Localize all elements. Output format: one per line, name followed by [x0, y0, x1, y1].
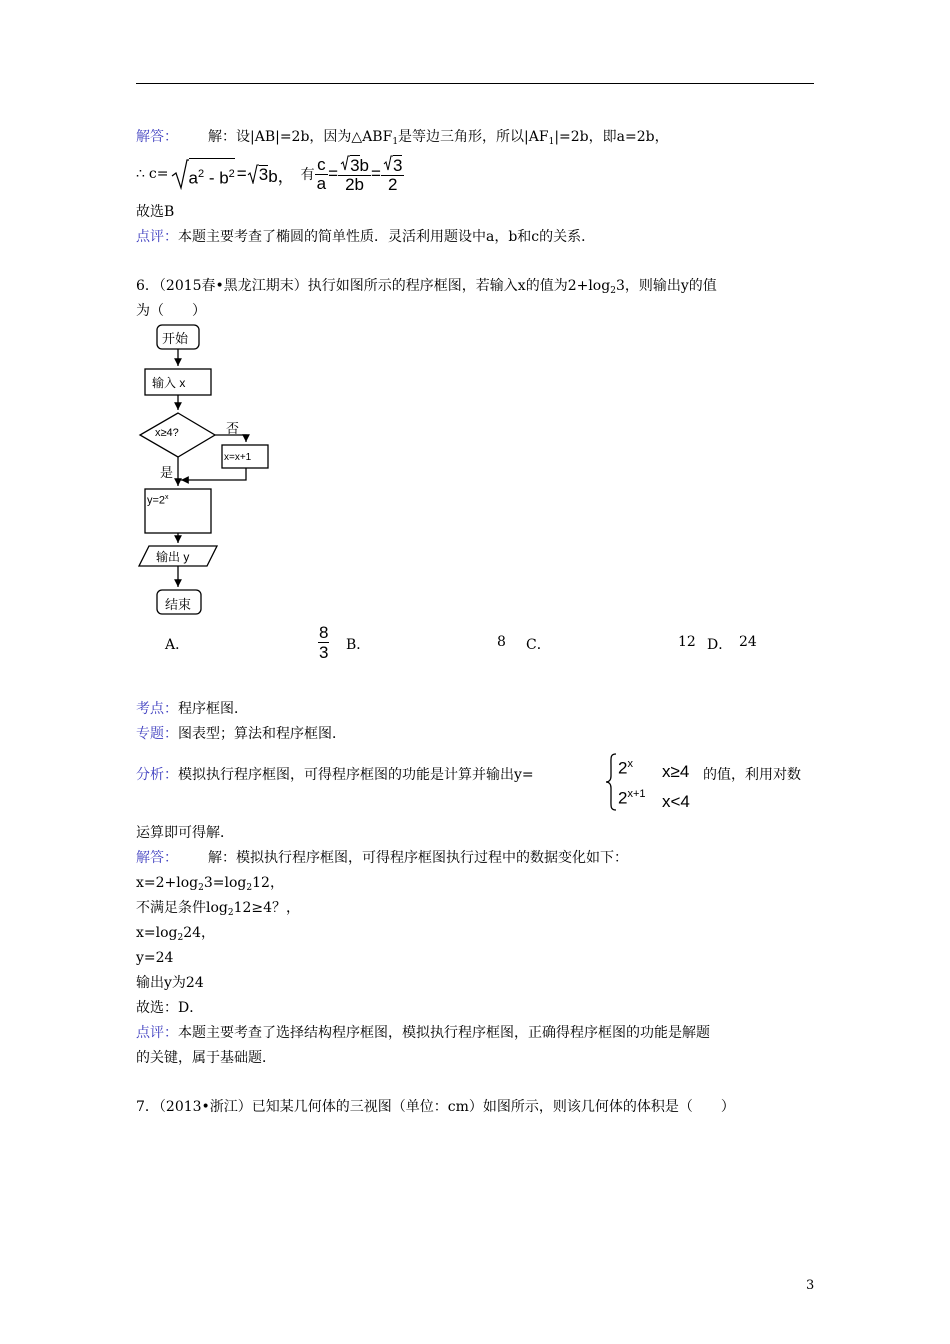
option-c-label: C． — [526, 637, 551, 653]
q6-step4: y=24 — [136, 950, 174, 966]
option-b-label: B． — [346, 637, 371, 653]
fraction-c-over-a: $\frac{c}{a}$ — [316, 154, 327, 193]
q6-step3: $x=\log_224$， — [136, 925, 216, 943]
flow-no-label: 否 — [226, 421, 240, 436]
q7-stem: 7．（2013•浙江）已知某几何体的三视图（单位：cm）如图所示，则该几何体的体积是（ ） — [136, 1099, 735, 1115]
radical-sign-icon — [247, 164, 259, 184]
radical-sign-icon — [171, 158, 189, 190]
q6-fenxi: 分析：模拟执行程序框图，可得程序框图的功能是计算并输出y= — [136, 767, 534, 783]
option-c-value: 12 — [678, 634, 696, 650]
q5-answer-text: 解：设|AB|=2b，因为△ABF — [208, 129, 393, 145]
q6-fenxi-line2: 运算即可得解． — [136, 825, 234, 841]
flow-incr-label: x=x+1 — [224, 452, 252, 463]
q6-step1: $x=2+\log_23=\log_212$， — [136, 875, 284, 893]
flow-cond-label: x≥4? — [155, 427, 179, 439]
option-a-label: A． — [165, 637, 190, 653]
therefore-symbol: ∴ — [136, 166, 145, 182]
q6-jieda: 解答： 解：模拟执行程序框图，可得程序框图执行过程中的数据变化如下： — [136, 850, 628, 866]
option-d-value: 24 — [739, 634, 757, 650]
flow-assign-label: $y=2^x$ — [147, 494, 169, 507]
piece1-cond: x≥4 — [662, 762, 690, 781]
flowchart — [135, 322, 285, 620]
fraction-sqrt3-over-2: $\frac{3}{2}$ — [381, 155, 404, 194]
radical-sign-icon — [383, 155, 393, 171]
q5-choose: 故选B — [136, 204, 175, 220]
flow-yes-label: 是 — [160, 465, 174, 480]
q5-comment-label: 点评： — [136, 229, 178, 245]
q6-stem-line1: 6．（2015春•黑龙江期末）执行如图所示的程序框图，若输入x的值为$2+\log_23$，则输出y的值 — [136, 278, 717, 296]
q6-dianping-line2: 的关键，属于基础题． — [136, 1050, 276, 1066]
fraction-sqrt3b-over-2b: $\frac{3b}{2b}$ — [338, 155, 371, 194]
left-brace-icon — [604, 752, 618, 812]
q6-fenxi-tail: 的值，利用对数 — [703, 767, 801, 783]
flow-end-label: 结束 — [165, 597, 192, 612]
header-rule — [136, 83, 814, 84]
q6-kaodian: 考点：程序框图． — [136, 701, 248, 717]
q6-step6: 故选：D． — [136, 1000, 204, 1016]
radical-sign-icon — [340, 155, 350, 171]
flow-start-label: 开始 — [162, 331, 189, 346]
q6-stem-line2: 为（ ） — [136, 303, 206, 319]
q5-answer-line: 解答： 解：设|AB|=2b，因为$\triangle ABF_1$是等边三角形，所以$|AF_1|=2b$，即a=2b， — [136, 129, 669, 147]
piece2-cond: x<4 — [662, 792, 690, 811]
piece1-expr: 2$^x$ — [618, 758, 633, 778]
option-b-value: 8 — [497, 634, 506, 650]
q5-answer-label: 解答： — [136, 129, 178, 145]
q6-dianping: 点评：本题主要考查了选择结构程序框图，模拟执行程序框图，正确得程序框图的功能是解题 — [136, 1025, 710, 1041]
q5-comment: 点评：本题主要考查了椭圆的简单性质．灵活利用题设中a，b和c的关系． — [136, 229, 596, 245]
radicand: $a^2 - b^2$ — [189, 158, 235, 190]
q6-step2: 不满足条件$\log_212\ge 4$？， — [136, 900, 301, 918]
q5-formula: ∴ c= $a^2 - b^2$ = 3 b， 有 $\frac{c}{a}$ = $\frac{3b}{2b}$ = $\frac{3}{2}$ — [136, 154, 403, 194]
flow-output-label: 输出 y — [156, 550, 190, 564]
option-a-fraction: 8 3 — [319, 623, 329, 662]
q6-zhuanti: 专题：图表型；算法和程序框图． — [136, 726, 346, 742]
flow-input-label: 输入 x — [152, 376, 186, 390]
piece2-expr: $2^{x+1}$ — [618, 788, 646, 808]
option-d-label: D． — [707, 637, 733, 653]
page-number: 3 — [806, 1278, 815, 1293]
q6-step5: 输出y为24 — [136, 975, 204, 991]
